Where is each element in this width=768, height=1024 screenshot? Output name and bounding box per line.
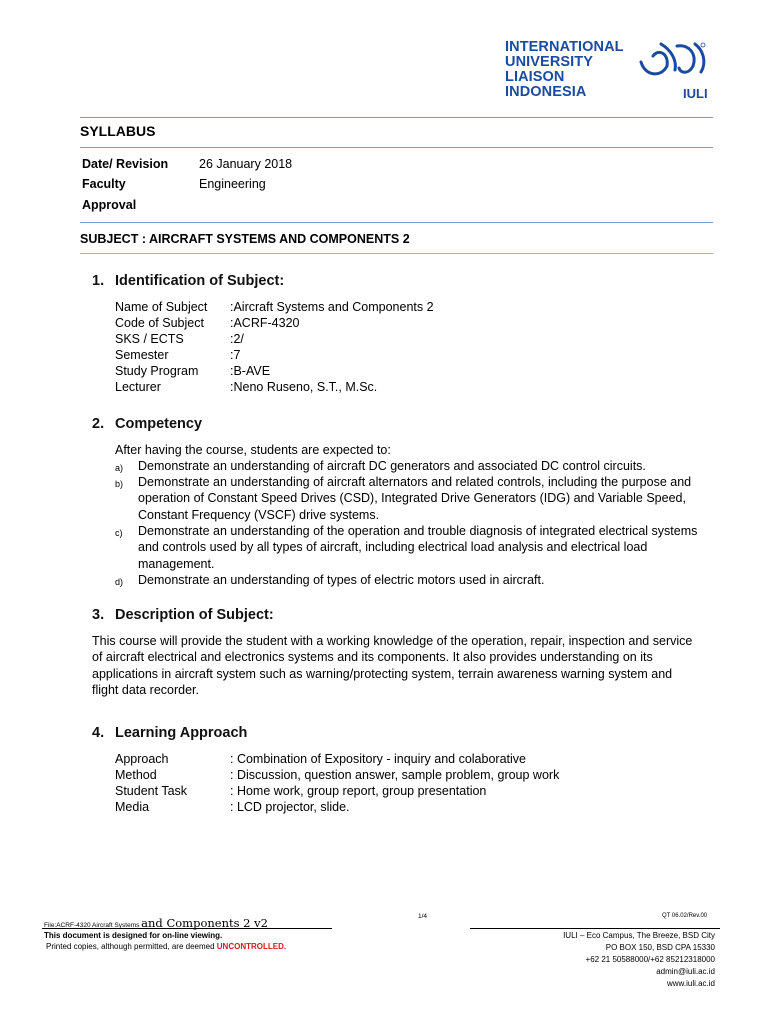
row-key: SKS / ECTS	[115, 332, 184, 346]
subject-divider	[80, 253, 713, 254]
row-value: : Home work, group report, group presentation	[230, 784, 487, 798]
item-marker: b)	[115, 479, 124, 489]
logo-line: INTERNATIONAL	[505, 39, 624, 55]
footer-address-1: IULI – Eco Campus, The Breeze, BSD City	[563, 931, 715, 940]
row-key: Code of Subject	[115, 316, 204, 330]
meta-approval-label: Approval	[82, 198, 137, 212]
item-text: Demonstrate an understanding of aircraft alternators and related controls, including the purpose and operation of Constant Speed Drives (CSD), Integrated Drive Generators (IDG) and Variable Speed, Constant Frequency (VSCF) drive systems.	[138, 475, 692, 522]
footer-qt-code: QT 06.02/Rev.00	[662, 913, 708, 919]
page-title: SYLLABUS	[80, 123, 156, 139]
meta-faculty-label: Faculty	[82, 177, 126, 191]
logo-text	[505, 40, 624, 100]
section-number: 3.	[92, 607, 105, 623]
competency-item	[115, 572, 705, 588]
section-4-heading	[92, 725, 247, 741]
row-value: : LCD projector, slide.	[230, 800, 350, 814]
logo-line: UNIVERSITY	[505, 54, 594, 70]
logo-line: INDONESIA	[505, 84, 587, 100]
footer-page-number: 1/4	[418, 913, 428, 920]
row-key: Media	[115, 800, 150, 814]
footer-email[interactable]: admin@iuli.ac.id	[656, 967, 715, 976]
footer-file-small: File:ACRF-4320 Aircraft Systems	[44, 922, 140, 929]
footer-rule-left	[42, 928, 332, 929]
row-key: Student Task	[115, 784, 188, 798]
section-title: Learning Approach	[115, 725, 248, 741]
row-value: :Neno Ruseno, S.T., M.Sc.	[230, 380, 378, 394]
section-number: 1.	[92, 273, 105, 289]
footer-printed-text: Printed copies, although permitted, are deemed	[46, 942, 215, 951]
header-divider	[80, 117, 713, 118]
item-marker: c)	[115, 528, 123, 538]
section-title: Competency	[115, 416, 203, 432]
row-key: Semester	[115, 348, 169, 362]
footer-website[interactable]: www.iuli.ac.id	[666, 979, 715, 988]
subject-line: SUBJECT : AIRCRAFT SYSTEMS AND COMPONENTS 2	[80, 232, 410, 246]
competency-intro: After having the course, students are expected to:	[115, 443, 391, 457]
row-key: Name of Subject	[115, 300, 208, 314]
footer-printed-note	[46, 942, 286, 951]
row-value: :ACRF-4320	[230, 316, 300, 330]
meta-faculty-value: Engineering	[199, 177, 266, 191]
item-text: Demonstrate an understanding of types of electric motors used in aircraft.	[138, 573, 545, 587]
footer-rule-right	[470, 928, 720, 929]
row-value: :2/	[230, 332, 244, 346]
row-key: Study Program	[115, 364, 199, 378]
section-number: 2.	[92, 416, 105, 432]
footer-designed-note: This document is designed for on-line viewing.	[44, 931, 223, 940]
meta-divider	[80, 222, 713, 223]
row-key: Lecturer	[115, 380, 161, 394]
logo-abbr: IULI	[683, 86, 708, 101]
title-divider	[80, 147, 713, 148]
footer-uncontrolled: UNCONTROLLED.	[216, 942, 287, 951]
row-key: Method	[115, 768, 157, 782]
row-key: Approach	[115, 752, 169, 766]
section-2-heading	[92, 416, 202, 432]
competency-item	[115, 474, 705, 523]
item-text: Demonstrate an understanding of aircraft DC generators and associated DC control circuits.	[138, 459, 646, 473]
row-value: :7	[230, 348, 241, 362]
logo-line: LIAISON	[505, 69, 565, 85]
footer-address-2: PO BOX 150, BSD CPA 15330	[605, 943, 715, 952]
section-title: Identification of Subject:	[115, 273, 285, 289]
item-marker: d)	[115, 577, 124, 587]
iuli-emblem-icon	[637, 40, 727, 102]
competency-item	[115, 523, 705, 572]
row-value: : Combination of Expository - inquiry and colaborative	[230, 752, 526, 766]
section-3-heading	[92, 607, 274, 623]
meta-date-label: Date/ Revision	[82, 157, 169, 171]
section-number: 4.	[92, 725, 105, 741]
section-1-heading	[92, 273, 284, 289]
section-title: Description of Subject:	[115, 607, 274, 623]
row-value: :B-AVE	[230, 364, 271, 378]
item-marker: a)	[115, 463, 124, 473]
footer-phone: +62 21 50588000/+62 85212318000	[585, 955, 715, 964]
meta-date-value: 26 January 2018	[199, 157, 293, 171]
row-value: : Discussion, question answer, sample problem, group work	[230, 768, 560, 782]
description-body: This course will provide the student with a working knowledge of the operation, repair, inspection and service of aircraft electrical and electronics systems and its components. It also provides understanding on its applications in aircraft system such as warning/protecting system, terrain awareness warning system and flight data recorder.	[92, 634, 693, 697]
item-text: Demonstrate an understanding of the operation and trouble diagnosis of integrated electrical systems and controls used by all types of aircraft, including electrical load analysis and electrical load management.	[138, 524, 698, 571]
iuli-logo	[505, 40, 725, 102]
competency-item	[115, 458, 705, 474]
row-value: :Aircraft Systems and Components 2	[230, 300, 434, 314]
footer-file-large: and Components 2 v2	[141, 916, 268, 930]
